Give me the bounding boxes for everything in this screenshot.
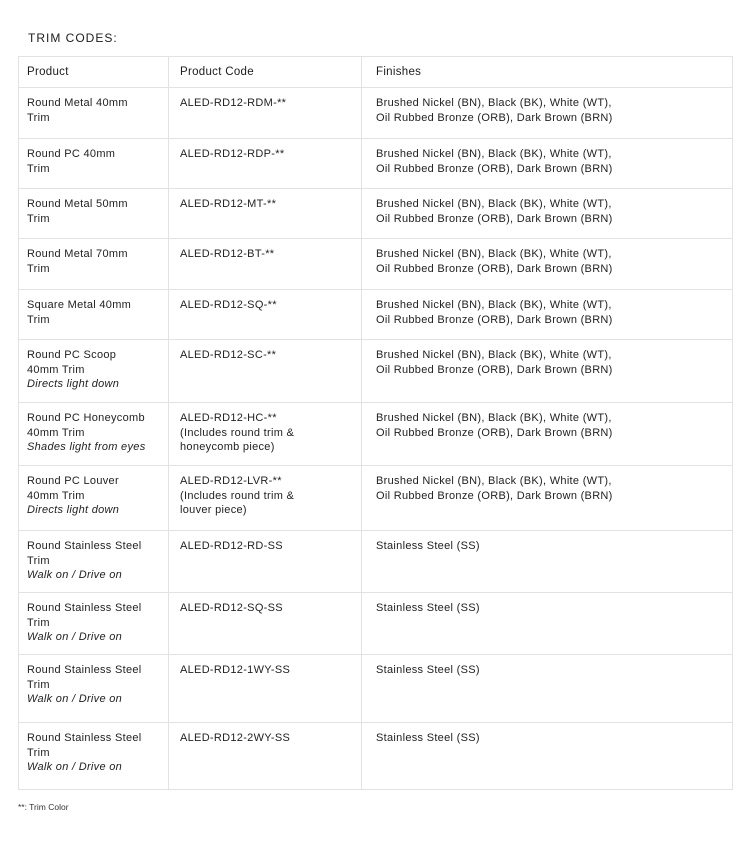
table-row bbox=[19, 531, 733, 593]
finishes-line: Stainless Steel (SS) bbox=[376, 664, 480, 676]
product-name-line: Round Stainless Steel bbox=[27, 602, 142, 614]
finishes-line: Oil Rubbed Bronze (ORB), Dark Brown (BRN) bbox=[376, 262, 613, 275]
product-name-line: Round PC Honeycomb bbox=[27, 412, 145, 424]
product-name-line: Trim bbox=[27, 554, 50, 567]
product-code-line: ALED-RD12-LVR-** bbox=[180, 475, 282, 487]
product-name-line: Round Metal 40mm bbox=[27, 97, 128, 109]
finishes-cell bbox=[362, 340, 733, 403]
product-cell bbox=[19, 593, 169, 655]
product-cell bbox=[19, 655, 169, 723]
product-note: Walk on / Drive on bbox=[27, 761, 123, 773]
product-cell bbox=[19, 340, 169, 403]
finishes-line: Stainless Steel (SS) bbox=[376, 732, 480, 744]
footnote: **: Trim Color bbox=[18, 802, 69, 812]
finishes-cell bbox=[362, 403, 733, 466]
finishes-line: Oil Rubbed Bronze (ORB), Dark Brown (BRN) bbox=[376, 162, 613, 175]
product-code-cell bbox=[169, 531, 362, 593]
table-row bbox=[19, 340, 733, 403]
product-cell bbox=[19, 290, 169, 340]
product-name-line: Square Metal 40mm bbox=[27, 299, 132, 311]
product-name-line: Trim bbox=[27, 746, 50, 759]
finishes-cell bbox=[362, 593, 733, 655]
trim-codes-table bbox=[18, 56, 733, 790]
product-note: Walk on / Drive on bbox=[27, 631, 123, 643]
product-name-line: Trim bbox=[27, 111, 50, 124]
product-name-line: Trim bbox=[27, 678, 50, 691]
product-name-line: Round PC Scoop bbox=[27, 349, 117, 361]
finishes-line: Brushed Nickel (BN), Black (BK), White (WT), bbox=[376, 412, 612, 424]
product-code-line: (Includes round trim & bbox=[180, 489, 295, 502]
table-row bbox=[19, 723, 733, 790]
finishes-cell bbox=[362, 239, 733, 290]
product-code-cell bbox=[169, 593, 362, 655]
product-code-line: ALED-RD12-1WY-SS bbox=[180, 664, 291, 676]
product-code-cell bbox=[169, 466, 362, 531]
table-row bbox=[19, 290, 733, 340]
finishes-line: Oil Rubbed Bronze (ORB), Dark Brown (BRN) bbox=[376, 111, 613, 124]
table-row bbox=[19, 139, 733, 189]
product-name-line: Round PC 40mm bbox=[27, 148, 116, 160]
product-note: Walk on / Drive on bbox=[27, 569, 123, 581]
product-cell bbox=[19, 239, 169, 290]
product-code-line: ALED-RD12-SQ-SS bbox=[180, 602, 283, 614]
table-row bbox=[19, 655, 733, 723]
finishes-cell bbox=[362, 531, 733, 593]
finishes-cell bbox=[362, 88, 733, 139]
table-row bbox=[19, 466, 733, 531]
header-finishes: Finishes bbox=[362, 57, 733, 88]
product-code-cell bbox=[169, 403, 362, 466]
product-code-cell bbox=[169, 88, 362, 139]
table-row bbox=[19, 88, 733, 139]
finishes-line: Stainless Steel (SS) bbox=[376, 540, 480, 552]
product-code-cell bbox=[169, 239, 362, 290]
finishes-line: Oil Rubbed Bronze (ORB), Dark Brown (BRN) bbox=[376, 212, 613, 225]
product-cell bbox=[19, 189, 169, 239]
finishes-line: Oil Rubbed Bronze (ORB), Dark Brown (BRN) bbox=[376, 313, 613, 326]
product-name-line: Trim bbox=[27, 616, 50, 629]
product-code-cell bbox=[169, 723, 362, 790]
finishes-line: Brushed Nickel (BN), Black (BK), White (WT), bbox=[376, 349, 612, 361]
product-cell bbox=[19, 531, 169, 593]
product-cell bbox=[19, 88, 169, 139]
product-name-line: 40mm Trim bbox=[27, 363, 85, 376]
finishes-cell bbox=[362, 139, 733, 189]
finishes-line: Brushed Nickel (BN), Black (BK), White (WT), bbox=[376, 198, 612, 210]
finishes-line: Brushed Nickel (BN), Black (BK), White (WT), bbox=[376, 475, 612, 487]
product-code-line: ALED-RD12-BT-** bbox=[180, 248, 275, 260]
finishes-line: Brushed Nickel (BN), Black (BK), White (WT), bbox=[376, 148, 612, 160]
product-note: Directs light down bbox=[27, 378, 120, 390]
product-name-line: Round Metal 70mm bbox=[27, 248, 128, 260]
product-name-line: Trim bbox=[27, 162, 50, 175]
product-cell bbox=[19, 403, 169, 466]
product-name-line: Trim bbox=[27, 313, 50, 326]
product-name-line: Round Stainless Steel bbox=[27, 732, 142, 744]
product-code-cell bbox=[169, 290, 362, 340]
finishes-line: Stainless Steel (SS) bbox=[376, 602, 480, 614]
product-code-line: ALED-RD12-HC-** bbox=[180, 412, 277, 424]
product-name-line: Round PC Louver bbox=[27, 475, 119, 487]
finishes-line: Brushed Nickel (BN), Black (BK), White (WT), bbox=[376, 299, 612, 311]
finishes-line: Brushed Nickel (BN), Black (BK), White (WT), bbox=[376, 248, 612, 260]
product-code-line: ALED-RD12-RDM-** bbox=[180, 97, 287, 109]
finishes-cell bbox=[362, 290, 733, 340]
product-name-line: 40mm Trim bbox=[27, 426, 85, 439]
product-code-cell bbox=[169, 340, 362, 403]
table-row bbox=[19, 403, 733, 466]
product-name-line: Trim bbox=[27, 262, 50, 275]
product-code-line: louver piece) bbox=[180, 504, 247, 516]
product-code-line: ALED-RD12-RD-SS bbox=[180, 540, 283, 552]
finishes-line: Brushed Nickel (BN), Black (BK), White (WT), bbox=[376, 97, 612, 109]
product-note: Shades light from eyes bbox=[27, 441, 146, 453]
header-product: Product bbox=[19, 57, 169, 88]
product-code-line: honeycomb piece) bbox=[180, 441, 275, 453]
table-row bbox=[19, 593, 733, 655]
product-code-line: ALED-RD12-MT-** bbox=[180, 198, 277, 210]
finishes-line: Oil Rubbed Bronze (ORB), Dark Brown (BRN) bbox=[376, 363, 613, 376]
product-code-line: ALED-RD12-RDP-** bbox=[180, 148, 285, 160]
product-code-line: (Includes round trim & bbox=[180, 426, 295, 439]
product-code-line: ALED-RD12-SC-** bbox=[180, 349, 277, 361]
product-cell bbox=[19, 723, 169, 790]
product-code-line: ALED-RD12-SQ-** bbox=[180, 299, 277, 311]
product-cell bbox=[19, 466, 169, 531]
product-name-line: Round Metal 50mm bbox=[27, 198, 128, 210]
product-code-line: ALED-RD12-2WY-SS bbox=[180, 732, 291, 744]
product-code-cell bbox=[169, 189, 362, 239]
finishes-cell bbox=[362, 466, 733, 531]
product-code-cell bbox=[169, 139, 362, 189]
table-row bbox=[19, 189, 733, 239]
product-note: Walk on / Drive on bbox=[27, 693, 123, 705]
finishes-line: Oil Rubbed Bronze (ORB), Dark Brown (BRN) bbox=[376, 426, 613, 439]
product-cell bbox=[19, 139, 169, 189]
finishes-line: Oil Rubbed Bronze (ORB), Dark Brown (BRN) bbox=[376, 489, 613, 502]
product-name-line: Round Stainless Steel bbox=[27, 664, 142, 676]
finishes-cell bbox=[362, 189, 733, 239]
product-code-cell bbox=[169, 655, 362, 723]
table-header-row bbox=[19, 57, 733, 88]
page-title: TRIM CODES: bbox=[28, 31, 118, 45]
product-name-line: 40mm Trim bbox=[27, 489, 85, 502]
header-product-code: Product Code bbox=[169, 57, 362, 88]
finishes-cell bbox=[362, 723, 733, 790]
table-row bbox=[19, 239, 733, 290]
product-note: Directs light down bbox=[27, 504, 120, 516]
finishes-cell bbox=[362, 655, 733, 723]
product-name-line: Trim bbox=[27, 212, 50, 225]
product-name-line: Round Stainless Steel bbox=[27, 540, 142, 552]
